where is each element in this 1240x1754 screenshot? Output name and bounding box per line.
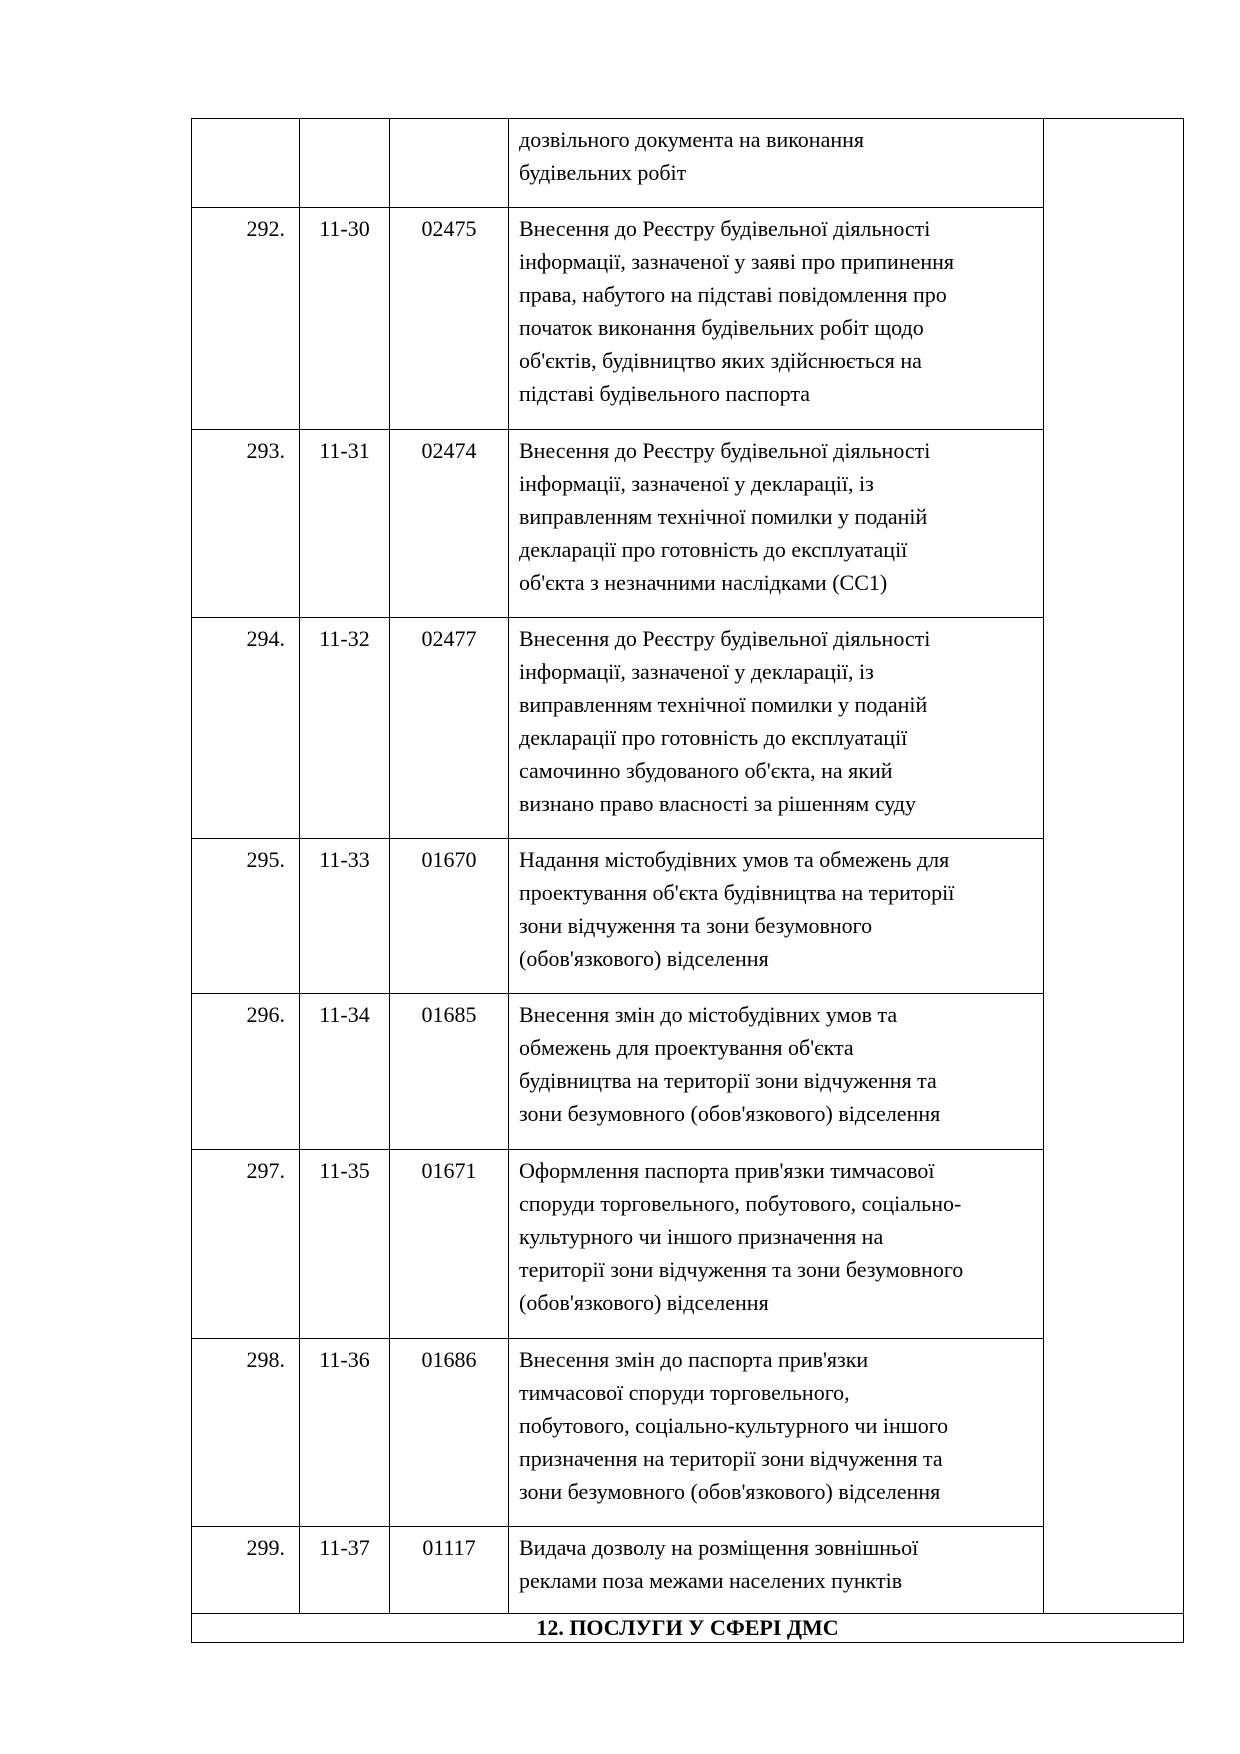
- description-line: Оформлення паспорта прив'язки тимчасової: [519, 1158, 935, 1183]
- row-number: 295.: [192, 839, 300, 994]
- description-line: інформації, зазначеної у декларації, із: [519, 659, 874, 684]
- row-number: 293.: [192, 430, 300, 618]
- service-code: 11-33: [300, 839, 390, 994]
- service-id: 02474: [390, 430, 509, 618]
- service-description: [509, 1150, 1044, 1339]
- service-code: 11-30: [300, 208, 390, 430]
- description-line: Внесення до Реєстру будівельної діяльності: [519, 438, 931, 463]
- service-code: 11-32: [300, 618, 390, 839]
- service-id: 01685: [390, 994, 509, 1150]
- table-row: [192, 1527, 1184, 1614]
- row-number: 297.: [192, 1150, 300, 1339]
- service-description: [509, 839, 1044, 994]
- service-description: [509, 994, 1044, 1150]
- service-description: [509, 119, 1044, 208]
- description-line: споруди торговельного, побутового, соціально-: [519, 1191, 962, 1216]
- description-line: Внесення до Реєстру будівельної діяльності: [519, 216, 931, 241]
- description-line: початок виконання будівельних робіт щодо: [519, 315, 924, 340]
- service-code: 11-37: [300, 1527, 390, 1614]
- service-code: [300, 119, 390, 208]
- row-number: 299.: [192, 1527, 300, 1614]
- description-line: самочинно збудованого об'єкта, на який: [519, 758, 893, 783]
- description-line: декларації про готовність до експлуатації: [519, 537, 908, 562]
- service-id: 01117: [390, 1527, 509, 1614]
- table-row: [192, 618, 1184, 839]
- service-id: 01671: [390, 1150, 509, 1339]
- description-line: обмежень для проектування об'єкта: [519, 1035, 854, 1060]
- service-id: [390, 119, 509, 208]
- description-line: (обов'язкового) відселення: [519, 1290, 769, 1315]
- description-line: декларації про готовність до експлуатації: [519, 725, 908, 750]
- description-line: Надання містобудівних умов та обмежень для: [519, 847, 950, 872]
- description-line: будівництва на території зони відчуження та: [519, 1068, 937, 1093]
- description-line: будівельних робіт: [519, 160, 687, 185]
- description-line: зони безумовного (обов'язкового) відселення: [519, 1479, 941, 1504]
- description-line: об'єктів, будівництво яких здійснюється на: [519, 348, 922, 373]
- row-number: 292.: [192, 208, 300, 430]
- service-description: [509, 208, 1044, 430]
- section-row: [192, 1614, 1184, 1643]
- services-table: [191, 118, 1184, 1643]
- table-row: [192, 119, 1184, 208]
- service-description: [509, 618, 1044, 839]
- table-row: [192, 994, 1184, 1150]
- service-code: 11-36: [300, 1339, 390, 1527]
- description-line: культурного чи іншого призначення на: [519, 1224, 884, 1249]
- description-line: Видача дозволу на розміщення зовнішньої: [519, 1535, 919, 1560]
- service-id: 02475: [390, 208, 509, 430]
- description-line: зони безумовного (обов'язкового) відселення: [519, 1101, 941, 1126]
- description-line: визнано право власності за рішенням суду: [519, 791, 916, 816]
- description-line: проектування об'єкта будівництва на території: [519, 880, 955, 905]
- description-line: призначення на території зони відчуження та: [519, 1446, 943, 1471]
- description-line: інформації, зазначеної у декларації, із: [519, 471, 874, 496]
- description-line: зони відчуження та зони безумовного: [519, 913, 873, 938]
- service-description: [509, 430, 1044, 618]
- table-row: [192, 430, 1184, 618]
- description-line: побутового, соціально-культурного чи іншого: [519, 1413, 949, 1438]
- description-line: права, набутого на підставі повідомлення про: [519, 282, 947, 307]
- description-line: підставі будівельного паспорта: [519, 381, 810, 406]
- description-line: дозвільного документа на виконання: [519, 127, 865, 152]
- row-number: [192, 119, 300, 208]
- service-id: 01670: [390, 839, 509, 994]
- description-line: виправленням технічної помилки у поданій: [519, 692, 928, 717]
- service-id: 02477: [390, 618, 509, 839]
- row-number: 296.: [192, 994, 300, 1150]
- description-line: Внесення змін до містобудівних умов та: [519, 1002, 898, 1027]
- notes-cell: [1044, 119, 1184, 1614]
- description-line: (обов'язкового) відселення: [519, 946, 769, 971]
- section-title: 12. ПОСЛУГИ У СФЕРІ ДМС: [192, 1614, 1184, 1643]
- service-description: [509, 1339, 1044, 1527]
- service-id: 01686: [390, 1339, 509, 1527]
- description-line: Внесення до Реєстру будівельної діяльності: [519, 626, 931, 651]
- service-code: 11-34: [300, 994, 390, 1150]
- service-code: 11-35: [300, 1150, 390, 1339]
- service-description: [509, 1527, 1044, 1614]
- table-row: [192, 1150, 1184, 1339]
- table-row: [192, 208, 1184, 430]
- description-line: реклами поза межами населених пунктів: [519, 1568, 903, 1593]
- description-line: виправленням технічної помилки у поданій: [519, 504, 928, 529]
- description-line: інформації, зазначеної у заяві про припинення: [519, 249, 955, 274]
- description-line: Внесення змін до паспорта прив'язки: [519, 1347, 869, 1372]
- description-line: тимчасової споруди торговельного,: [519, 1380, 850, 1405]
- table-row: [192, 1339, 1184, 1527]
- table-row: [192, 839, 1184, 994]
- row-number: 298.: [192, 1339, 300, 1527]
- description-line: об'єкта з незначними наслідками (СС1): [519, 570, 888, 595]
- row-number: 294.: [192, 618, 300, 839]
- service-code: 11-31: [300, 430, 390, 618]
- description-line: території зони відчуження та зони безумовного: [519, 1257, 964, 1282]
